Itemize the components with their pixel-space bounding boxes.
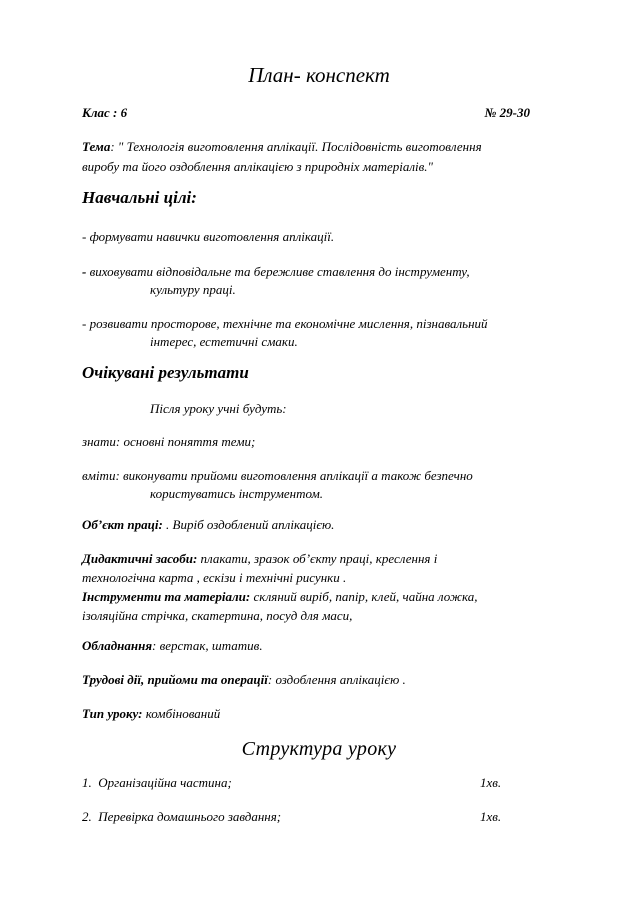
results-know: знати: основні поняття теми; <box>82 434 256 449</box>
type-label: Тип уроку: <box>82 706 143 721</box>
didactic-text: плакати, зразок об’єкту праці, креслення і <box>197 551 438 566</box>
topic-line-1 <box>82 137 482 156</box>
structure-item-1-text: Організаційна частина; <box>98 775 232 790</box>
actions-label: Трудові дії, прийоми та операції <box>82 672 268 687</box>
page-title: План- конспект <box>248 63 390 87</box>
results-able-cont: користуватись інструментом. <box>150 486 324 501</box>
topic-line-2: виробу та його оздоблення аплікацією з природніх матеріалів." <box>82 159 434 174</box>
type-text: комбінований <box>142 706 221 721</box>
lesson-number: № 29-30 <box>484 105 530 120</box>
goal-item-2-cont: культуру праці. <box>150 282 236 297</box>
topic-text: : " Технологія виготовлення аплікації. Послідовність виготовлення <box>110 139 482 154</box>
lesson-type <box>82 704 220 723</box>
goal-item-3-cont: інтерес, естетичні смаки. <box>150 334 298 349</box>
tools-materials-cont: ізоляційна стрічка, скатертина, посуд для маси, <box>82 608 353 623</box>
goals-heading: Навчальні цілі: <box>82 188 197 207</box>
structure-item-1 <box>82 773 232 792</box>
actions-text: : оздоблення аплікацією . <box>267 672 406 687</box>
tools-materials <box>82 587 478 606</box>
results-heading: Очікувані результати <box>82 363 249 382</box>
structure-item-2-text: Перевірка домашнього завдання; <box>98 809 282 824</box>
goal-item-1: - формувати навички виготовлення аплікації. <box>82 229 335 244</box>
didactic-label: Дидактичні засоби: <box>82 551 198 566</box>
results-intro: Після уроку учні будуть: <box>150 401 287 416</box>
goal-item-2-text: виховувати відповідальне та бережливе ставлення до інструменту, <box>89 264 470 279</box>
object-text: . Виріб оздоблений аплікацією. <box>162 517 335 532</box>
structure-item-2-duration: 1хв. <box>480 809 502 824</box>
structure-item-2 <box>82 807 281 826</box>
structure-item-1-num: 1. <box>82 775 92 790</box>
work-actions <box>82 670 406 689</box>
equipment <box>82 636 263 655</box>
didactic-means <box>82 549 437 568</box>
didactic-means-cont: технологічна карта , ескізи і технічні рисунки . <box>82 570 347 585</box>
object-label: Об’єкт праці: <box>82 517 163 532</box>
results-able: вміти: виконувати прийоми виготовлення аплікації а також безпечно <box>82 468 473 483</box>
equipment-text: : верстак, штатив. <box>152 638 263 653</box>
topic-label: Тема <box>82 139 111 154</box>
class-label: Клас : 6 <box>82 105 128 120</box>
tools-label: Інструменти та матеріали: <box>82 589 251 604</box>
object-of-work <box>82 515 334 534</box>
structure-item-1-duration: 1хв. <box>480 775 502 790</box>
structure-heading: Структура уроку <box>241 738 397 760</box>
goal-item-3: - розвивати просторове, технічне та економічне мислення, пізнавальний <box>82 316 488 331</box>
tools-text: скляний виріб, папір, клей, чайна ложка, <box>250 589 478 604</box>
structure-item-2-num: 2. <box>82 809 92 824</box>
goal-item-2 <box>82 262 470 281</box>
goal-item-2-dash: - <box>82 264 90 279</box>
equipment-label: Обладнання <box>82 638 153 653</box>
